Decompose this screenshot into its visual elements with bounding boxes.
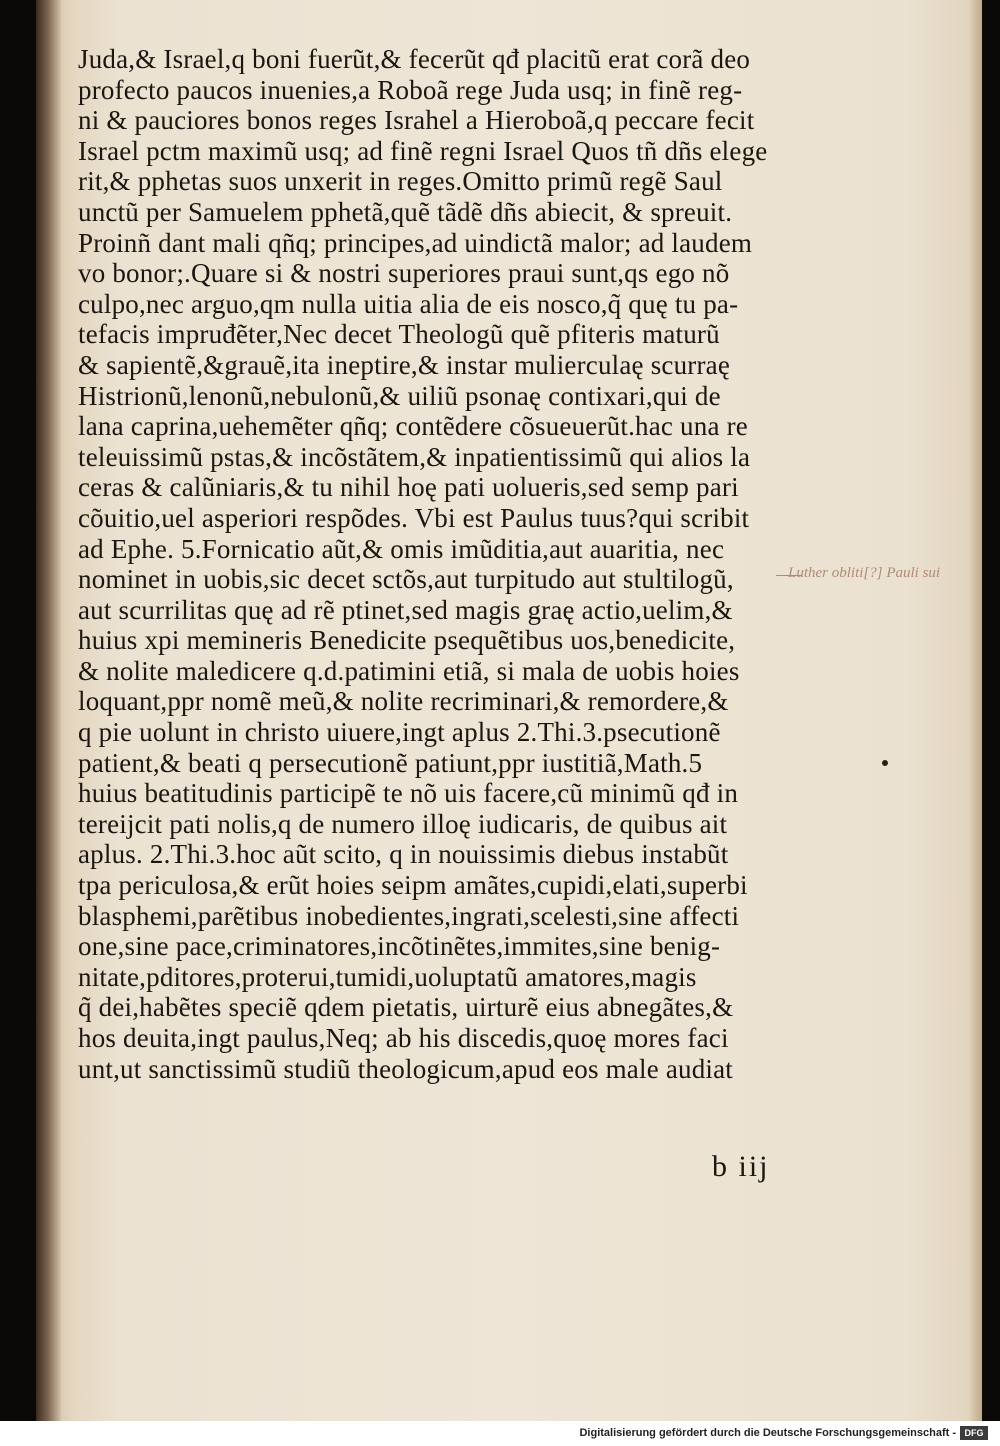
text-line: aplus. 2.Thi.3.hoc aũt scito, q in nouissimis diebus instabũt bbox=[78, 839, 729, 870]
text-line: aut scurrilitas quę ad rẽ ptinet,sed magis graę actio,uelim,& bbox=[78, 594, 733, 625]
text-line: tpa periculosa,& erũt hoies seipm amãtes,cupidi,elati,superbi bbox=[78, 870, 748, 901]
text-line: cõuitio,uel asperiori respõdes. Vbi est Paulus tuus?qui scribit bbox=[78, 502, 750, 533]
text-line: ni & pauciores bonos reges Israhel a Hieroboã,q peccare fecit bbox=[78, 105, 755, 136]
text-line: patient,& beati q persecutionẽ patiunt,ppr iustitiã,Math.5 bbox=[78, 747, 703, 778]
text-line: profecto paucos inuenies,a Roboã rege Juda usq; in finẽ reg- bbox=[78, 74, 743, 105]
text-line: ad Ephe. 5.Fornicatio aũt,& omis imũditia,aut auaritia, nec bbox=[78, 533, 725, 564]
ink-dot bbox=[882, 760, 888, 766]
text-line: tefacis impruđẽter,Nec decet Theologũ quẽ pfiteris maturũ bbox=[78, 319, 720, 350]
text-line: one,sine pace,criminatores,incõtinẽtes,immites,sine benig- bbox=[78, 931, 721, 962]
text-line: unctũ per Samuelem pphetã,quẽ tãdẽ dñs abiecit, & spreuit. bbox=[78, 196, 733, 227]
text-line: hos deuita,ingt paulus,Neq; ab his discedis,quoę mores faci bbox=[78, 1023, 729, 1053]
page-text bbox=[78, 44, 808, 1084]
text-line: nitate,pditores,proterui,tumidi,uoluptatũ amatores,magis bbox=[78, 961, 697, 992]
marginal-note: Luther obliti[?] Pauli sui bbox=[788, 565, 941, 581]
text-line: blasphemi,parẽtibus inobedientes,ingrati,scelesti,sine affecti bbox=[78, 900, 740, 931]
page-gutter bbox=[36, 0, 62, 1421]
signature-mark: b iij bbox=[712, 1150, 770, 1183]
text-line: q̃ dei,habẽtes speciẽ qdem pietatis, uirturẽ eius abnegãtes,& bbox=[78, 992, 734, 1023]
text-line: teleuissimũ pstas,& incõstãtem,& inpatientissimũ qui alios la bbox=[78, 441, 751, 472]
text-line: huius xpi memineris Benedicite psequẽtibus uos,benedicite, bbox=[78, 625, 736, 656]
text-line: vo bonor;.Quare si & nostri superiores praui sunt,qs ego nõ bbox=[78, 258, 730, 289]
text-line: huius beatitudinis participẽ te nõ uis facere,cũ minimũ qđ in bbox=[78, 778, 739, 809]
text-line: Proinñ dant mali qñq; principes,ad uindictã malor; ad laudem bbox=[78, 227, 753, 258]
text-line: Histrionũ,lenonũ,nebulonũ,& uiliũ psonaę contixari,qui de bbox=[78, 380, 721, 411]
text-line: rit,& pphetas suos unxerit in reges.Omitto primũ regẽ Saul bbox=[78, 166, 723, 197]
book-page bbox=[36, 0, 982, 1421]
text-line: & nolite maledicere q.d.patimini etiã, si mala de uobis hoies bbox=[78, 655, 740, 686]
page-edge bbox=[968, 0, 982, 1421]
dfg-logo: DFG bbox=[960, 1426, 988, 1440]
funding-credit: Digitalisierung gefördert durch die Deutsche Forschungsgemeinschaft - bbox=[579, 1427, 956, 1439]
text-line: culpo,nec arguo,qm nulla uitia alia de eis nosco,q̃ quę tu pa- bbox=[78, 288, 739, 319]
text-line: & sapientẽ,&grauẽ,ita ineptire,& instar mulierculaę scurraę bbox=[78, 349, 731, 380]
text-line: ceras & calũniaris,& tu nihil hoę pati uolueris,sed semp pari bbox=[78, 472, 739, 503]
text-line: q pie uolunt in christo uiuere,ingt aplus 2.Thi.3.psecutionẽ bbox=[78, 717, 721, 748]
text-line: Juda,& Israel,q boni fuerũt,& fecerũt qđ placitũ erat corã deo bbox=[78, 44, 751, 74]
text-line: Israel pctm maximũ usq; ad finẽ regni Israel Quos tñ dñs elege bbox=[78, 135, 768, 166]
text-line: loquant,ppr nomẽ meũ,& nolite recriminari,& remordere,& bbox=[78, 686, 729, 717]
text-line: tereijcit pati nolis,q de numero illoę iudicaris, de quibus ait bbox=[78, 808, 728, 839]
text-line: unt,ut sanctissimũ studiũ theologicum,apud eos male audiat bbox=[78, 1053, 733, 1084]
text-line: nominet in uobis,sic decet sctõs,aut turpitudo aut stultilogũ, bbox=[78, 564, 734, 595]
footer bbox=[0, 1421, 1000, 1446]
text-line: lana caprina,uehemẽter qñq; contẽdere cõsueuerũt.hac una re bbox=[78, 411, 748, 442]
